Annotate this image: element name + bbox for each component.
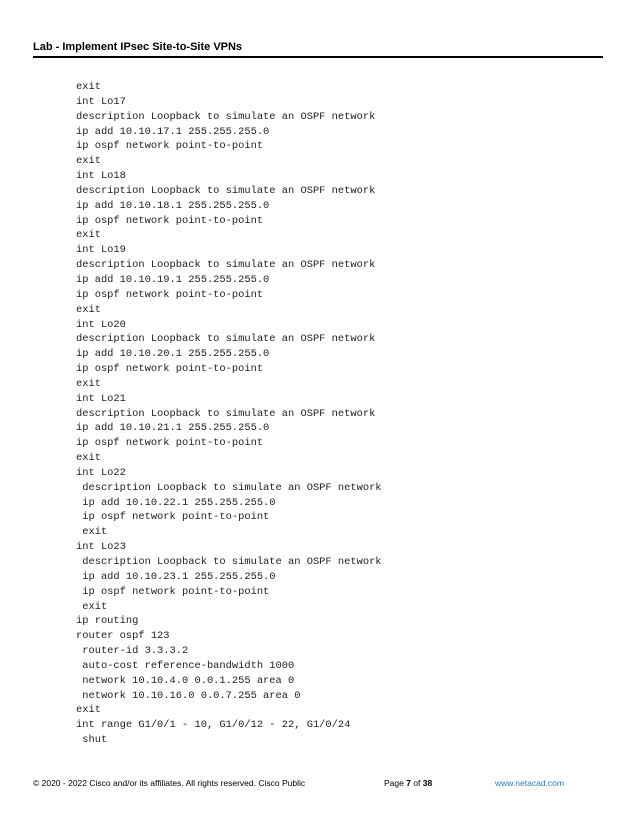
page-of: of xyxy=(410,778,423,788)
code-line: description Loopback to simulate an OSPF network xyxy=(76,259,376,272)
footer-copyright: © 2020 - 2022 Cisco and/or its affiliates. All rights reserved. Cisco Public xyxy=(33,778,306,788)
code-line: description Loopback to simulate an OSPF network xyxy=(76,333,376,346)
header-divider xyxy=(33,56,603,58)
code-line: exit xyxy=(76,303,101,316)
code-line: int Lo17 xyxy=(76,95,126,108)
code-line: ip ospf network point-to-point xyxy=(76,363,264,376)
code-line: exit xyxy=(76,155,101,168)
page-total: 38 xyxy=(422,778,433,788)
code-line: ip ospf network point-to-point xyxy=(76,585,270,598)
code-line: exit xyxy=(76,600,108,613)
code-line: exit xyxy=(76,229,101,242)
page-prefix: Page xyxy=(384,778,407,788)
netacad-link[interactable]: www.netacad.com xyxy=(495,778,564,788)
document-title: Lab - Implement IPsec Site-to-Site VPNs xyxy=(33,41,243,53)
code-line: description Loopback to simulate an OSPF network xyxy=(76,184,376,197)
code-line: int Lo22 xyxy=(76,466,126,479)
code-line: ip add 10.10.22.1 255.255.255.0 xyxy=(76,496,276,509)
code-line: router ospf 123 xyxy=(76,630,170,643)
code-line: ip add 10.10.18.1 255.255.255.0 xyxy=(76,199,270,212)
code-line: ip ospf network point-to-point xyxy=(76,437,264,450)
code-line: exit xyxy=(76,81,101,93)
code-line: network 10.10.16.0 0.0.7.255 area 0 xyxy=(76,689,301,702)
code-line: description Loopback to simulate an OSPF network xyxy=(76,481,382,494)
code-line: exit xyxy=(76,526,108,539)
code-line: int range G1/0/1 - 10, G1/0/12 - 22, G1/0/24 xyxy=(76,719,351,732)
cli-code-block xyxy=(76,80,382,748)
footer-page-number xyxy=(384,778,432,788)
code-line: description Loopback to simulate an OSPF network xyxy=(76,556,382,568)
code-line: int Lo18 xyxy=(76,170,126,183)
code-line: ip routing xyxy=(76,615,139,628)
code-line: auto-cost reference-bandwidth 1000 xyxy=(76,659,295,672)
code-line: ip ospf network point-to-point xyxy=(76,288,264,301)
code-line: router-id 3.3.3.2 xyxy=(76,645,189,658)
page-current: 7 xyxy=(406,778,411,788)
code-line: ip add 10.10.21.1 255.255.255.0 xyxy=(76,422,270,435)
code-line: exit xyxy=(76,452,101,465)
code-line: ip ospf network point-to-point xyxy=(76,511,270,524)
code-line: int Lo21 xyxy=(76,392,126,405)
code-line: ip add 10.10.23.1 255.255.255.0 xyxy=(76,570,276,583)
code-line: ip add 10.10.17.1 255.255.255.0 xyxy=(76,125,270,138)
code-line: description Loopback to simulate an OSPF network xyxy=(76,110,376,123)
code-line: shut xyxy=(76,734,108,747)
code-line: int Lo19 xyxy=(76,244,126,257)
code-line: int Lo23 xyxy=(76,541,126,554)
code-line: int Lo20 xyxy=(76,318,126,331)
code-line: ip add 10.10.19.1 255.255.255.0 xyxy=(76,273,270,286)
code-line: network 10.10.4.0 0.0.1.255 area 0 xyxy=(76,674,295,687)
code-line: ip add 10.10.20.1 255.255.255.0 xyxy=(76,348,270,361)
code-line: exit xyxy=(76,704,101,717)
code-line: ip ospf network point-to-point xyxy=(76,214,264,227)
code-line: ip ospf network point-to-point xyxy=(76,140,264,153)
code-line: description Loopback to simulate an OSPF network xyxy=(76,407,376,420)
code-line: exit xyxy=(76,377,101,390)
